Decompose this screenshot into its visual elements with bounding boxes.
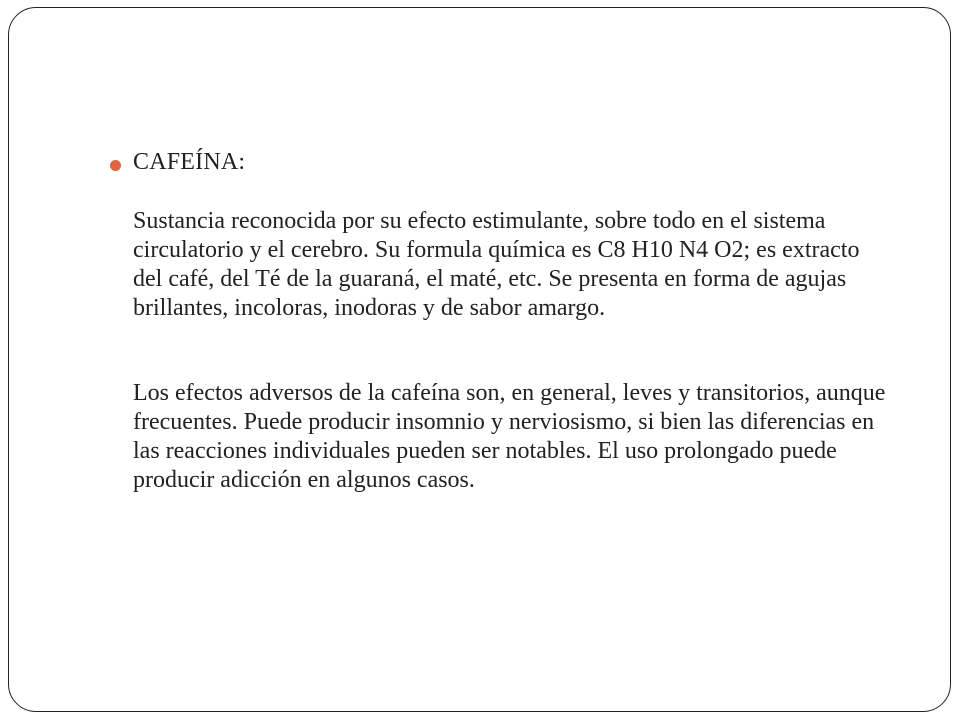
heading: CAFEÍNA: (133, 149, 246, 175)
paragraph-caffeine-description: Sustancia reconocida por su efecto estimulante, sobre todo en el sistema circulatorio y el cerebro. Su formula química es C8 H10 N4 O2; es extracto del café, del Té de la guaraná, el maté, etc. Se presenta en forma de agujas brillantes, incoloras, inodoras y de sabor amargo. (133, 208, 860, 321)
bullet-item (110, 148, 910, 177)
slide-content (110, 148, 910, 495)
bullet-dot-icon (110, 160, 121, 171)
paragraph-adverse-effects: Los efectos adversos de la cafeína son, en general, leves y transitorios, aunque frecuentes. Puede producir insomnio y nerviosismo, si bien las diferencias en las reacciones individuales pueden ser notables. El uso prolongado puede producir adicción en algunos casos. (133, 380, 886, 493)
